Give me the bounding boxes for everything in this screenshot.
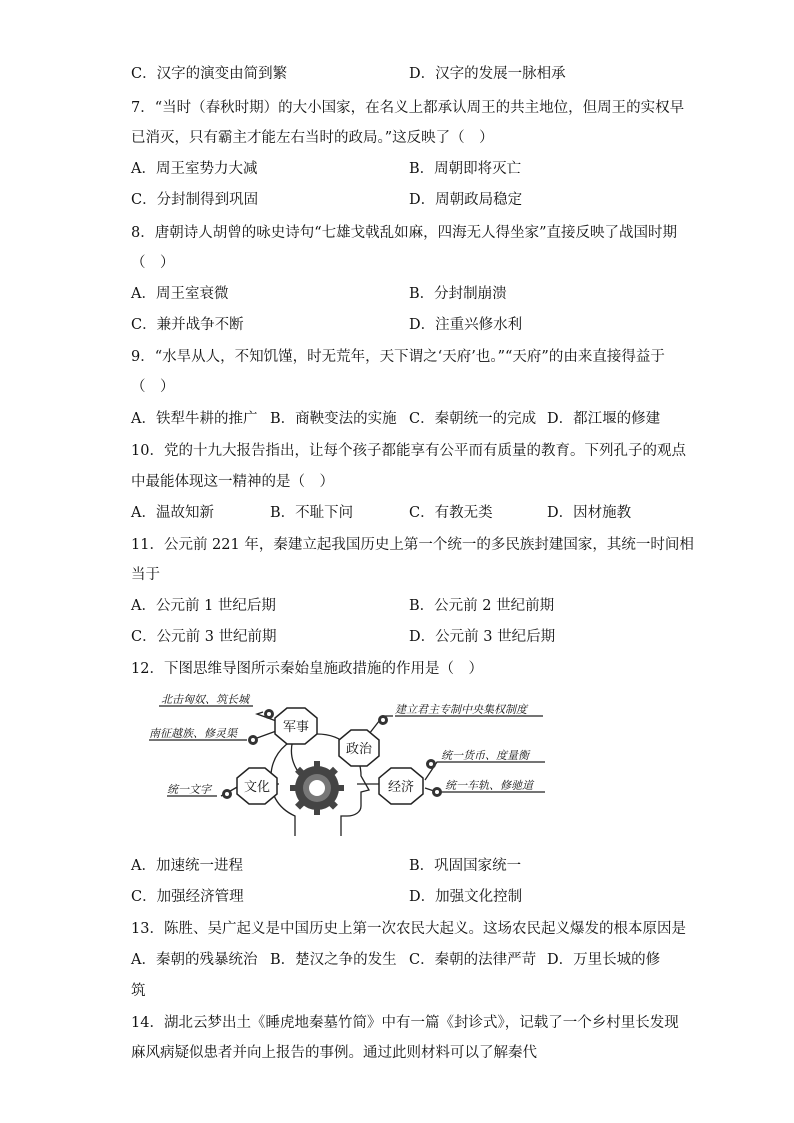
q9-option-c: C．秦朝统一的完成	[409, 411, 537, 427]
svg-text:政治: 政治	[345, 742, 373, 757]
q8-option-c: C．兼并战争不断	[131, 317, 244, 333]
q11-option-c: C．公元前 3 世纪前期	[131, 629, 277, 645]
q6-option-d: D．汉字的发展一脉相承	[409, 66, 566, 82]
q12-option-a: A．加速统一进程	[131, 858, 243, 874]
q11-option-b: B．公元前 2 世纪前期	[409, 598, 555, 614]
q12-option-d: D．加强文化控制	[409, 889, 523, 905]
q14-stem-line2: 麻风病疑似患者并向上报告的事例。通过此则材料可以了解秦代	[131, 1045, 537, 1061]
q11-option-a: A．公元前 1 世纪后期	[131, 598, 276, 614]
q13-option-b: B．楚汉之争的发生	[270, 952, 397, 968]
q8-stem-line2: （ ）	[131, 255, 175, 271]
q11-stem-line2: 当于	[131, 567, 160, 583]
q12-option-b: B．巩固国家统一	[409, 858, 522, 874]
q9-stem-line2: （ ）	[131, 379, 175, 395]
economy-item-1: 统一货币、度量衡	[441, 749, 529, 762]
q10-stem-line2: 中最能体现这一精神的是（ ）	[131, 474, 334, 490]
q7-option-d: D．周朝政局稳定	[409, 192, 523, 208]
q14-stem-line1: 14．湖北云梦出土《睡虎地秦墓竹简》中有一篇《封诊式》，记载了一个乡村里长发现	[131, 1015, 679, 1031]
q10-option-c: C．有教无类	[409, 505, 493, 521]
q7-option-c: C．分封制得到巩固	[131, 192, 259, 208]
q11-option-d: D．公元前 3 世纪后期	[409, 629, 556, 645]
q13-option-d-cont: 筑	[131, 983, 146, 999]
politics-node	[339, 730, 379, 766]
q7-option-a: A．周王室势力大减	[131, 161, 258, 177]
q13-option-a: A．秦朝的残暴统治	[131, 952, 258, 968]
q9-option-b: B．商鞅变法的实施	[270, 411, 397, 427]
q7-stem-line2: 已消灭，只有霸主才能左右当时的政局。”这反映了（ ）	[131, 130, 494, 146]
military-node	[275, 708, 317, 744]
svg-text:军事: 军事	[282, 720, 310, 735]
q13-option-c: C．秦朝的法律严苛	[409, 952, 537, 968]
q8-stem-line1: 8．唐朝诗人胡曾的咏史诗句“七雄戈戟乱如麻，四海无人得坐家”直接反映了战国时期	[131, 225, 678, 241]
svg-text:经济: 经济	[387, 780, 415, 795]
q7-option-b: B．周朝即将灭亡	[409, 161, 522, 177]
q10-option-a: A．温故知新	[131, 505, 214, 521]
q11-stem-line1: 11．公元前 221 年，秦建立起我国历史上第一个统一的多民族封建国家，其统一时间相	[131, 537, 694, 553]
q8-option-b: B．分封制崩溃	[409, 286, 507, 302]
q6-option-c: C．汉字的演变由简到繁	[131, 66, 288, 82]
q10-option-d: D．因材施教	[547, 505, 632, 521]
q9-option-d: D．都江堰的修建	[547, 411, 661, 427]
q9-stem-line1: 9．“水旱从人，不知饥馑，时无荒年，天下谓之‘天府’也。”“天府”的由来直接得益于	[131, 349, 665, 365]
svg-text:文化: 文化	[243, 780, 271, 795]
culture-item-1: 统一文字	[167, 783, 211, 796]
military-item-1: 北击匈奴、筑长城	[161, 693, 249, 706]
q13-option-d: D．万里长城的修	[547, 952, 661, 968]
central-gear-icon	[290, 761, 344, 815]
politics-item-1: 建立君主专制中央集权制度	[395, 703, 527, 716]
military-item-2: 南征越族、修灵渠	[149, 727, 237, 740]
culture-node	[237, 768, 277, 804]
q7-stem-line1: 7．“当时（春秋时期）的大小国家，在名义上都承认周王的共主地位，但周王的实权早	[131, 100, 685, 116]
q12-option-c: C．加强经济管理	[131, 889, 244, 905]
q10-option-b: B．不耻下问	[270, 505, 354, 521]
mind-map-diagram	[145, 688, 545, 838]
q13-stem-line1: 13．陈胜、吴广起义是中国历史上第一次农民大起义。这场农民起义爆发的根本原因是	[131, 921, 686, 937]
economy-node	[379, 768, 423, 804]
economy-item-2: 统一车轨、修驰道	[445, 779, 533, 792]
q12-stem-line1: 12．下图思维导图所示秦始皇施政措施的作用是（ ）	[131, 661, 483, 677]
q8-option-a: A．周王室衰微	[131, 286, 229, 302]
q9-option-a: A．铁犁牛耕的推广	[131, 411, 258, 427]
q8-option-d: D．注重兴修水利	[409, 317, 523, 333]
q10-stem-line1: 10．党的十九大报告指出，让每个孩子都能享有公平而有质量的教育。下列孔子的观点	[131, 443, 686, 459]
